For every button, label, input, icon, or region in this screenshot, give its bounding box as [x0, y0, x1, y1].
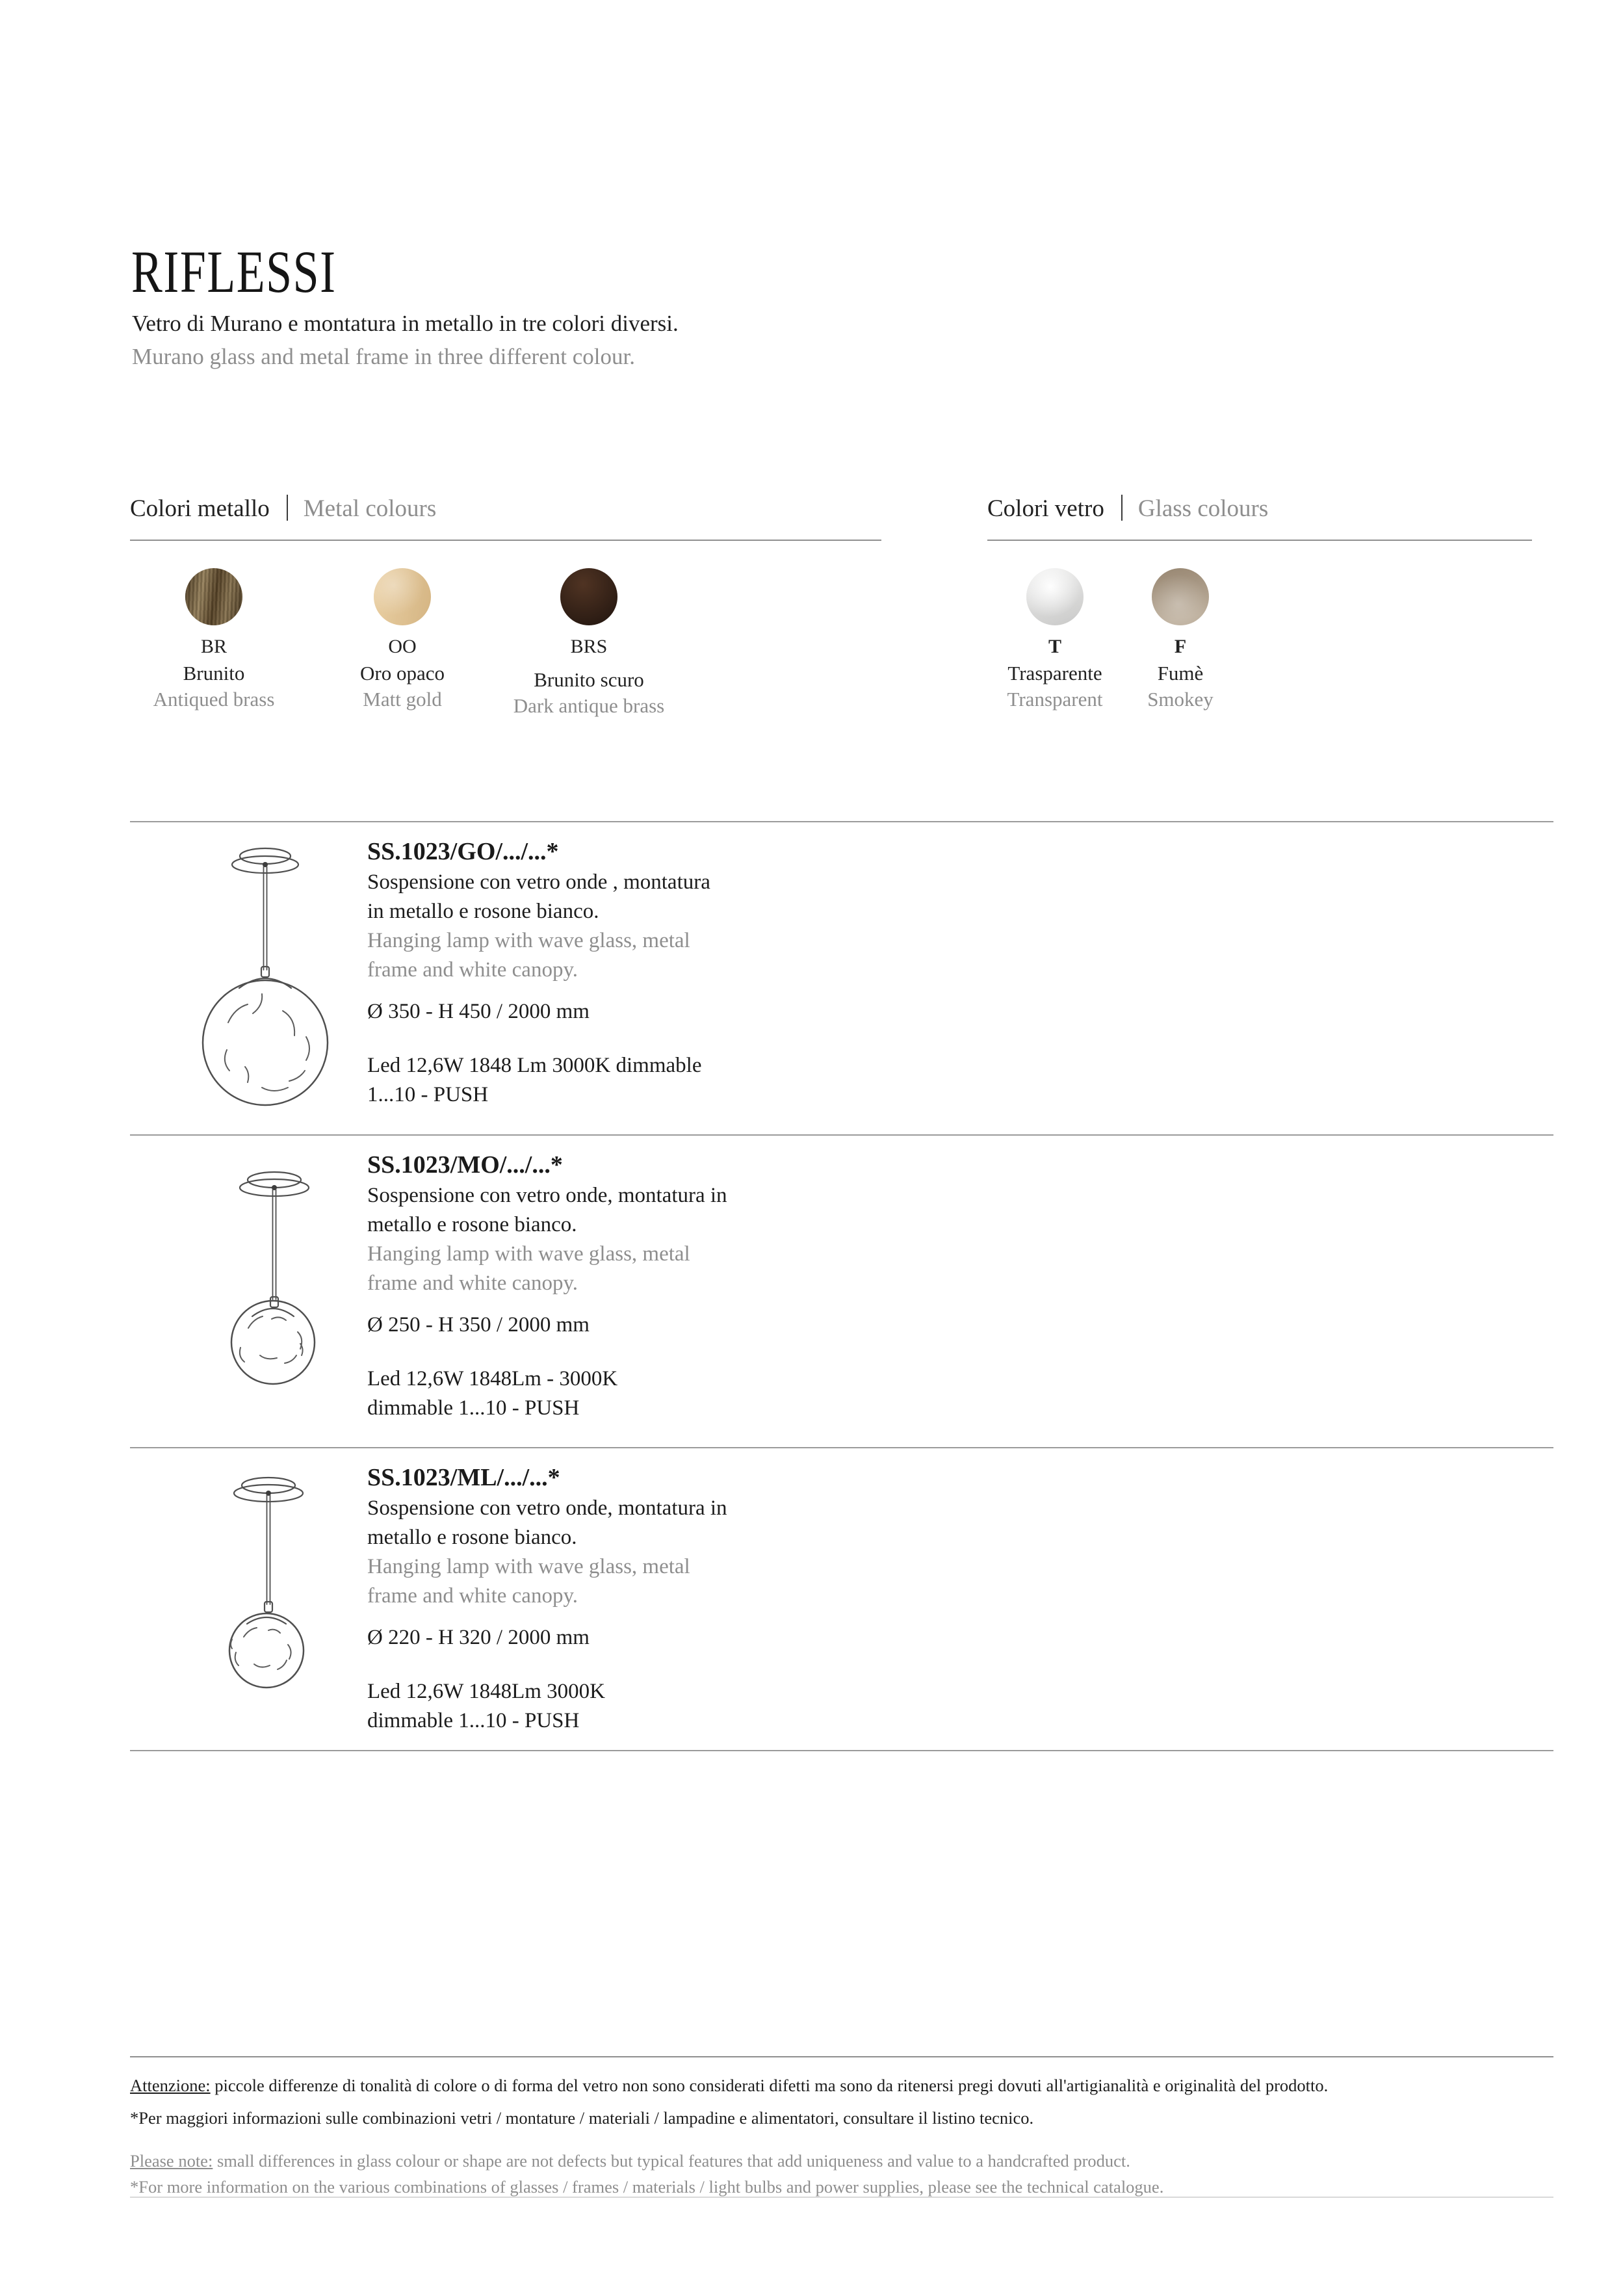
metal-colours-section	[130, 494, 881, 741]
section-rule	[130, 540, 881, 541]
product-desc-english: Hanging lamp with wave glass, metal	[367, 1555, 690, 1578]
swatch-brunito-scuro	[504, 568, 673, 718]
product-desc-italian: Sospensione con vetro onde, montatura in	[367, 1184, 727, 1207]
product-led-spec: dimmable 1...10 - PUSH	[367, 1396, 580, 1420]
product-info	[367, 1461, 887, 1736]
product-led-spec: Led 12,6W 1848Lm - 3000K	[367, 1367, 618, 1390]
pendant-lamp-drawing-medium	[195, 1149, 344, 1415]
swatch-name-italian: Brunito	[183, 662, 245, 685]
swatch-code: BR	[200, 636, 227, 657]
product-code: SS.1023/GO/.../...*	[367, 838, 559, 865]
product-desc-english: frame and white canopy.	[367, 1584, 578, 1608]
footer-note-please	[130, 2150, 1553, 2172]
product-row-ml	[130, 1447, 1553, 1751]
product-info	[367, 835, 887, 1110]
metal-heading-italian: Colori metallo	[130, 495, 270, 522]
swatch-name-english: Smokey	[1147, 688, 1214, 711]
heading-divider	[1121, 495, 1123, 521]
glass-heading-english: Glass colours	[1137, 495, 1269, 522]
subtitle-italian: Vetro di Murano e montatura in metallo in tre colori diversi.	[132, 311, 679, 336]
glass-heading-italian: Colori vetro	[987, 495, 1104, 522]
swatch-name-english: Transparent	[1007, 688, 1103, 711]
product-led-spec: Led 12,6W 1848Lm 3000K	[367, 1680, 606, 1703]
product-led-spec: 1...10 - PUSH	[367, 1083, 489, 1106]
swatch-brunito	[129, 568, 298, 711]
swatch-code: BRS	[570, 636, 608, 657]
heading-divider	[287, 495, 288, 521]
swatch-name-italian: Trasparente	[1007, 662, 1102, 685]
product-desc-italian: metallo e rosone bianco.	[367, 1526, 577, 1549]
product-led-spec: Led 12,6W 1848 Lm 3000K dimmable	[367, 1054, 702, 1077]
page-title: RIFLESSI	[131, 239, 337, 305]
product-desc-italian: in metallo e rosone bianco.	[367, 900, 599, 923]
swatch-code: OO	[388, 636, 417, 657]
product-list	[130, 821, 1553, 1757]
please-note-text: small differences in glass colour or shape are not defects but typical features that add uniqueness and value to a handcrafted product.	[213, 2151, 1130, 2171]
please-note-label: Please note:	[130, 2151, 213, 2171]
swatch-name-italian: Fumè	[1157, 662, 1204, 685]
swatch-color-oro-opaco	[374, 568, 431, 625]
product-code: SS.1023/MO/.../...*	[367, 1151, 563, 1179]
footer-notes	[130, 2056, 1553, 2198]
footer-note-italian-2: *Per maggiori informazioni sulle combinazioni vetri / montature / materiali / lampadine e alimentatori, consultare il listino tecnico.	[130, 2108, 1034, 2128]
glass-colours-heading	[987, 494, 1532, 524]
attenzione-label: Attenzione:	[130, 2076, 211, 2095]
metal-heading-english: Metal colours	[303, 495, 437, 522]
product-dimensions: Ø 220 - H 320 / 2000 mm	[367, 1626, 590, 1649]
swatch-color-brunito-scuro	[560, 568, 617, 625]
swatch-name-italian: Oro opaco	[360, 662, 445, 685]
product-desc-english: Hanging lamp with wave glass, metal	[367, 1242, 690, 1266]
product-info	[367, 1149, 887, 1423]
swatch-code: T	[1048, 636, 1061, 657]
product-row-go	[130, 821, 1553, 1136]
swatch-code: F	[1174, 636, 1187, 657]
product-desc-italian: Sospensione con vetro onde, montatura in	[367, 1496, 727, 1520]
attenzione-text: piccole differenze di tonalità di colore o di forma del vetro non sono considerati difetti ma sono da ritenersi pregi dovuti all'artigianalità e originalità del prodotto.	[210, 2076, 1329, 2095]
product-code: SS.1023/ML/.../...*	[367, 1464, 560, 1491]
metal-colours-heading	[130, 494, 881, 524]
swatch-oro-opaco	[318, 568, 487, 711]
product-desc-italian: Sospensione con vetro onde , montatura	[367, 870, 710, 894]
product-desc-italian: metallo e rosone bianco.	[367, 1213, 577, 1236]
swatch-color-fume	[1152, 568, 1209, 625]
subtitle-english: Murano glass and metal frame in three different colour.	[132, 344, 635, 369]
swatch-color-brunito	[185, 568, 242, 625]
product-dimensions: Ø 250 - H 350 / 2000 mm	[367, 1313, 590, 1337]
swatch-name-english: Antiqued brass	[153, 688, 275, 711]
glass-colours-section	[987, 494, 1532, 741]
footer-note-english-2: *For more information on the various combinations of glasses / frames / materials / light bulbs and power supplies, please see the technical catalogue.	[130, 2177, 1164, 2197]
footer-note-attenzione	[130, 2074, 1553, 2096]
products-end-rule	[130, 1750, 1553, 1751]
product-dimensions: Ø 350 - H 450 / 2000 mm	[367, 1000, 590, 1023]
pendant-lamp-drawing-large	[185, 830, 348, 1116]
section-rule	[987, 540, 1532, 541]
product-led-spec: dimmable 1...10 - PUSH	[367, 1709, 580, 1732]
swatch-name-english: Dark antique brass	[513, 694, 665, 717]
product-desc-english: frame and white canopy.	[367, 958, 578, 982]
product-desc-english: Hanging lamp with wave glass, metal	[367, 929, 690, 952]
swatch-name-italian: Brunito scuro	[534, 668, 644, 691]
product-row-mo	[130, 1134, 1553, 1448]
product-desc-english: frame and white canopy.	[367, 1272, 578, 1295]
pendant-lamp-drawing-small	[192, 1463, 341, 1729]
swatch-color-trasparente	[1026, 568, 1084, 625]
swatch-fume	[1102, 568, 1258, 711]
swatch-name-english: Matt gold	[363, 688, 442, 711]
